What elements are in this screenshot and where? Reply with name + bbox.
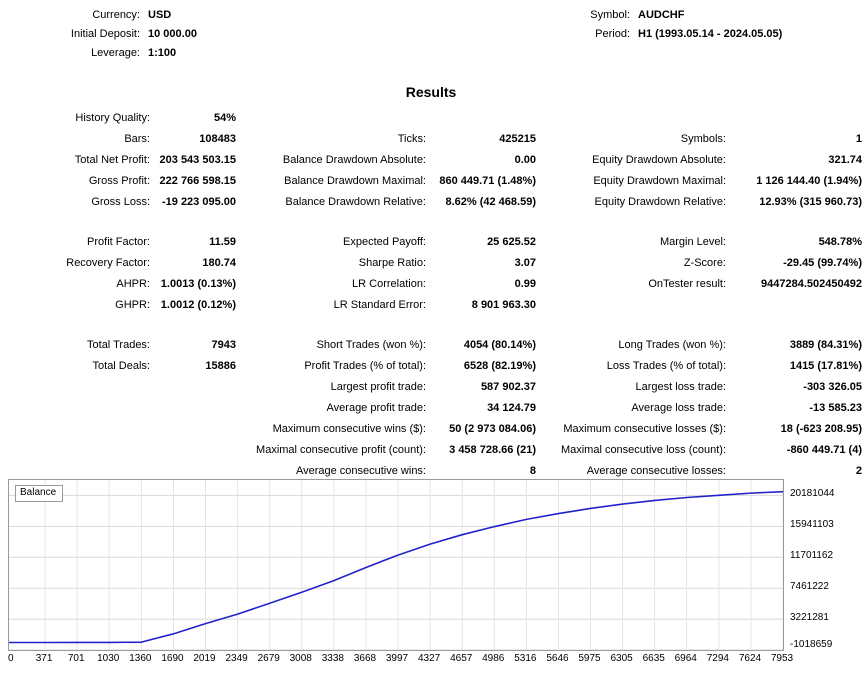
stat-largest-profit-trade: [236, 377, 536, 398]
stat-gross-profit: [0, 171, 236, 192]
stat-label: Total Net Profit:: [74, 154, 150, 166]
chart-x-tick-label: 1360: [129, 653, 152, 664]
stat-value: 203 543 503.15: [159, 154, 236, 166]
stat-total-deals: [0, 356, 236, 377]
stat-label: Total Deals:: [92, 360, 150, 372]
stat-label: Largest profit trade:: [330, 381, 426, 393]
stat-row: [0, 108, 862, 129]
stat-label: Balance Drawdown Maximal:: [284, 175, 426, 187]
stat-label: GHPR:: [115, 299, 150, 311]
stat-value: 587 902.37: [480, 381, 536, 393]
chart-x-tick-label: 4986: [482, 653, 505, 664]
stat-value: 54%: [213, 112, 236, 124]
stat-value: 1415 (17.81%): [789, 360, 862, 372]
stat-label: Loss Trades (% of total):: [606, 360, 726, 372]
chart-x-tick-label: 5975: [578, 653, 601, 664]
stat-label: Short Trades (won %):: [316, 339, 426, 351]
stat-lr-standard-error: [236, 295, 536, 316]
stat-balance-drawdown-absolute: [236, 150, 536, 171]
stat-loss-trades: [536, 356, 862, 377]
stat-label: Symbols:: [680, 133, 726, 145]
stat-label: Balance Drawdown Absolute:: [282, 154, 426, 166]
header-field-period: [430, 25, 860, 44]
chart-x-tick-label: 4327: [417, 653, 441, 664]
header-field-period-label: Period:: [595, 28, 630, 40]
stat-value: -13 585.23: [809, 402, 862, 414]
stat-equity-drawdown-maximal: [536, 171, 862, 192]
stat-row: [0, 419, 862, 440]
stat-label: Maximal consecutive loss (count):: [560, 444, 726, 456]
stat-value: 7943: [211, 339, 236, 351]
stat-value: [158, 440, 236, 461]
stat-row: [0, 274, 862, 295]
stat-label: OnTester result:: [648, 278, 726, 290]
chart-y-tick-label: 20181044: [790, 488, 835, 500]
header-field-currency-label: Currency:: [92, 9, 140, 21]
stat-value: 108483: [199, 133, 236, 145]
chart-x-axis-labels: [8, 653, 794, 673]
chart-y-tick-label: 11701162: [790, 550, 834, 562]
stat-row: [0, 171, 862, 192]
stat-value: [158, 377, 236, 398]
stat-label: Gross Profit:: [88, 175, 150, 187]
stat-label: Margin Level:: [659, 236, 726, 248]
stat-label: Balance Drawdown Relative:: [285, 196, 426, 208]
header-field-symbol-value: AUDCHF: [638, 9, 685, 21]
stat-sharpe-ratio: [236, 253, 536, 274]
stat-row: [0, 150, 862, 171]
stat-value: 8 901 963.30: [471, 299, 536, 311]
header-field-initial-deposit-label: Initial Deposit:: [70, 28, 140, 40]
stat-label: Total Trades:: [87, 339, 150, 351]
chart-legend-label: Balance: [20, 487, 57, 498]
stat-history-quality: [0, 108, 236, 129]
stat-long-trades: [536, 335, 862, 356]
stat-average-loss-trade: [536, 398, 862, 419]
stat-value: 50 (2 973 084.06): [449, 423, 536, 435]
row-spacer: [0, 213, 862, 232]
balance-chart-plot-area: [8, 479, 784, 651]
stat-value: 425215: [499, 133, 536, 145]
header-field-symbol: [430, 6, 860, 25]
chart-x-tick-label: 6635: [642, 653, 665, 664]
stat-label: Long Trades (won %):: [618, 339, 726, 351]
stat-value: 34 124.79: [487, 402, 536, 414]
stat-row: [0, 377, 862, 398]
stat-value: 3 458 728.66 (21): [449, 444, 536, 456]
stat-row: [0, 129, 862, 150]
chart-x-tick-label: 6305: [610, 653, 633, 664]
stat-label: AHPR:: [116, 278, 150, 290]
stat-gross-loss: [0, 192, 236, 213]
stat-empty: [536, 108, 862, 129]
stat-maximal-consecutive-loss: [536, 440, 862, 461]
stat-value: 8: [529, 465, 536, 477]
chart-x-tick-label: 2349: [225, 653, 248, 664]
header-field-leverage: [0, 44, 330, 63]
stat-value: 1 126 144.40 (1.94%): [756, 175, 862, 187]
stat-label: [536, 295, 734, 316]
chart-x-tick-label: 1690: [161, 653, 184, 664]
stat-value: [434, 108, 536, 129]
header-field-initial-deposit: [0, 25, 330, 44]
stat-label: Maximum consecutive losses ($):: [563, 423, 726, 435]
stat-value: 18 (-623 208.95): [780, 423, 862, 435]
stat-empty: [0, 398, 236, 419]
stat-label: Equity Drawdown Maximal:: [593, 175, 726, 187]
stat-label: Average consecutive wins:: [295, 465, 426, 477]
stat-equity-drawdown-absolute: [536, 150, 862, 171]
stat-label: LR Correlation:: [352, 278, 426, 290]
stat-label: [0, 398, 158, 419]
stat-label: Average profit trade:: [326, 402, 426, 414]
stat-value: 321.74: [828, 154, 862, 166]
chart-x-tick-label: 3997: [385, 653, 409, 664]
stat-ticks: [236, 129, 536, 150]
stat-balance-drawdown-relative: [236, 192, 536, 213]
chart-x-tick-label: 5316: [514, 653, 537, 664]
stat-label: Equity Drawdown Absolute:: [592, 154, 726, 166]
stat-symbols: [536, 129, 862, 150]
chart-x-tick-label: 2679: [257, 653, 280, 664]
stat-label: History Quality:: [75, 112, 150, 124]
stat-value: 3.07: [514, 257, 536, 269]
chart-x-tick-label: 1030: [97, 653, 120, 664]
stat-label: Average loss trade:: [631, 402, 726, 414]
stat-value: 25 625.52: [487, 236, 536, 248]
chart-y-tick-label: 3221281: [790, 612, 829, 624]
stat-maximal-consecutive-profit: [236, 440, 536, 461]
stat-label: Equity Drawdown Relative:: [594, 196, 726, 208]
stat-value: [734, 108, 862, 129]
stat-row: [0, 253, 862, 274]
stat-empty: [236, 108, 536, 129]
stat-value: 4054 (80.14%): [463, 339, 536, 351]
stat-value: [158, 398, 236, 419]
stat-label: Bars:: [124, 133, 150, 145]
chart-y-tick-label: 15941103: [790, 519, 834, 531]
header-field-currency-value: USD: [148, 9, 172, 21]
stat-ahpr: [0, 274, 236, 295]
chart-x-tick-label: 3338: [321, 653, 344, 664]
chart-y-tick-label: -1018659: [790, 639, 833, 650]
stat-recovery-factor: [0, 253, 236, 274]
chart-x-tick-label: 7294: [706, 653, 729, 664]
stat-value: [734, 295, 862, 316]
header-field-currency: [0, 6, 330, 25]
stat-z-score: [536, 253, 862, 274]
stat-lr-correlation: [236, 274, 536, 295]
stat-empty: [0, 377, 236, 398]
header-field-period-value: H1 (1993.05.14 - 2024.05.05): [638, 28, 783, 40]
stat-bars: [0, 129, 236, 150]
header-field-leverage-value: 1:100: [148, 47, 177, 59]
stat-label: [0, 440, 158, 461]
stat-value: 1: [855, 133, 862, 145]
chart-y-axis-labels: [788, 479, 858, 651]
stat-value: 2: [855, 465, 862, 477]
stat-total-trades: [0, 335, 236, 356]
stat-average-profit-trade: [236, 398, 536, 419]
statistics-grid: [0, 108, 862, 482]
stat-short-trades: [236, 335, 536, 356]
stat-balance-drawdown-maximal: [236, 171, 536, 192]
row-spacer: [0, 316, 862, 335]
stat-empty: [536, 295, 862, 316]
stat-value: 3889 (84.31%): [789, 339, 862, 351]
stat-profit-factor: [0, 232, 236, 253]
stat-label: Sharpe Ratio:: [358, 257, 426, 269]
stat-value: 222 766 598.15: [159, 175, 236, 187]
stat-value: 0.99: [514, 278, 536, 290]
stat-expected-payoff: [236, 232, 536, 253]
chart-x-tick-label: 2019: [193, 653, 216, 664]
stat-row: [0, 356, 862, 377]
chart-x-tick-label: 371: [35, 653, 53, 664]
stat-value: -860 449.71 (4): [786, 444, 862, 456]
stat-label: [236, 108, 434, 129]
stat-total-net-profit: [0, 150, 236, 171]
stat-value: 9447284.502450492: [761, 278, 862, 290]
balance-chart: [8, 479, 854, 677]
stat-row: [0, 192, 862, 213]
stat-label: Maximum consecutive wins ($):: [272, 423, 426, 435]
balance-curve-svg: [9, 480, 783, 650]
stat-label: LR Standard Error:: [333, 299, 426, 311]
stat-row: [0, 335, 862, 356]
stat-label: [0, 377, 158, 398]
results-title: Results: [405, 84, 457, 100]
chart-x-tick-label: 3668: [353, 653, 377, 664]
chart-x-tick-label: 3008: [289, 653, 312, 664]
stat-largest-loss-trade: [536, 377, 862, 398]
stat-label: [536, 108, 734, 129]
stat-value: 180.74: [202, 257, 236, 269]
stat-value: -29.45 (99.74%): [783, 257, 862, 269]
stat-equity-drawdown-relative: [536, 192, 862, 213]
stat-label: Profit Factor:: [87, 236, 150, 248]
stat-value: 6528 (82.19%): [463, 360, 536, 372]
stat-value: 1.0013 (0.13%): [160, 278, 236, 290]
stat-value: 0.00: [514, 154, 536, 166]
chart-x-tick-label: 4657: [450, 653, 473, 664]
stat-value: 11.59: [209, 236, 236, 248]
stat-row: [0, 440, 862, 461]
chart-x-tick-label: 701: [67, 653, 85, 664]
stat-value: 15886: [205, 360, 236, 372]
stat-value: 12.93% (315 960.73): [759, 196, 862, 208]
stat-label: Maximal consecutive profit (count):: [256, 444, 426, 456]
stat-label: Z-Score:: [683, 257, 726, 269]
stat-margin-level: [536, 232, 862, 253]
stat-ontester-result: [536, 274, 862, 295]
chart-y-tick-label: 7461222: [790, 581, 829, 593]
header-left-column: [0, 6, 330, 63]
stat-row: [0, 398, 862, 419]
stat-profit-trades: [236, 356, 536, 377]
stat-label: Profit Trades (% of total):: [304, 360, 426, 372]
stat-ghpr: [0, 295, 236, 316]
chart-x-tick-label: 0: [8, 653, 14, 664]
stat-value: 8.62% (42 468.59): [445, 196, 536, 208]
chart-x-tick-label: 7624: [738, 653, 762, 664]
stat-value: 548.78%: [818, 236, 862, 248]
stat-value: 860 449.71 (1.48%): [439, 175, 536, 187]
header-field-initial-deposit-value: 10 000.00: [148, 28, 197, 40]
stat-maximum-consecutive-wins: [236, 419, 536, 440]
header-field-leverage-label: Leverage:: [91, 47, 140, 59]
header-field-symbol-label: Symbol:: [590, 9, 630, 21]
chart-x-tick-label: 5646: [546, 653, 569, 664]
stat-label: [0, 419, 158, 440]
stat-label: Expected Payoff:: [343, 236, 426, 248]
stat-label: Ticks:: [397, 133, 426, 145]
stat-label: Average consecutive losses:: [586, 465, 726, 477]
stat-value: -303 326.05: [803, 381, 862, 393]
stat-row: [0, 295, 862, 316]
stat-label: Recovery Factor:: [66, 257, 150, 269]
stat-label: Largest loss trade:: [635, 381, 726, 393]
stat-empty: [0, 419, 236, 440]
stat-value: [158, 419, 236, 440]
report-header: [0, 6, 862, 60]
stat-label: Gross Loss:: [91, 196, 150, 208]
chart-x-tick-label: 7953: [770, 653, 794, 664]
stat-row: [0, 232, 862, 253]
chart-x-tick-label: 6964: [674, 653, 697, 664]
stat-empty: [0, 440, 236, 461]
stat-value: -19 223 095.00: [161, 196, 236, 208]
stat-maximum-consecutive-losses: [536, 419, 862, 440]
chart-legend: [15, 485, 63, 502]
stat-value: 1.0012 (0.12%): [160, 299, 236, 311]
header-right-column: [430, 6, 860, 44]
